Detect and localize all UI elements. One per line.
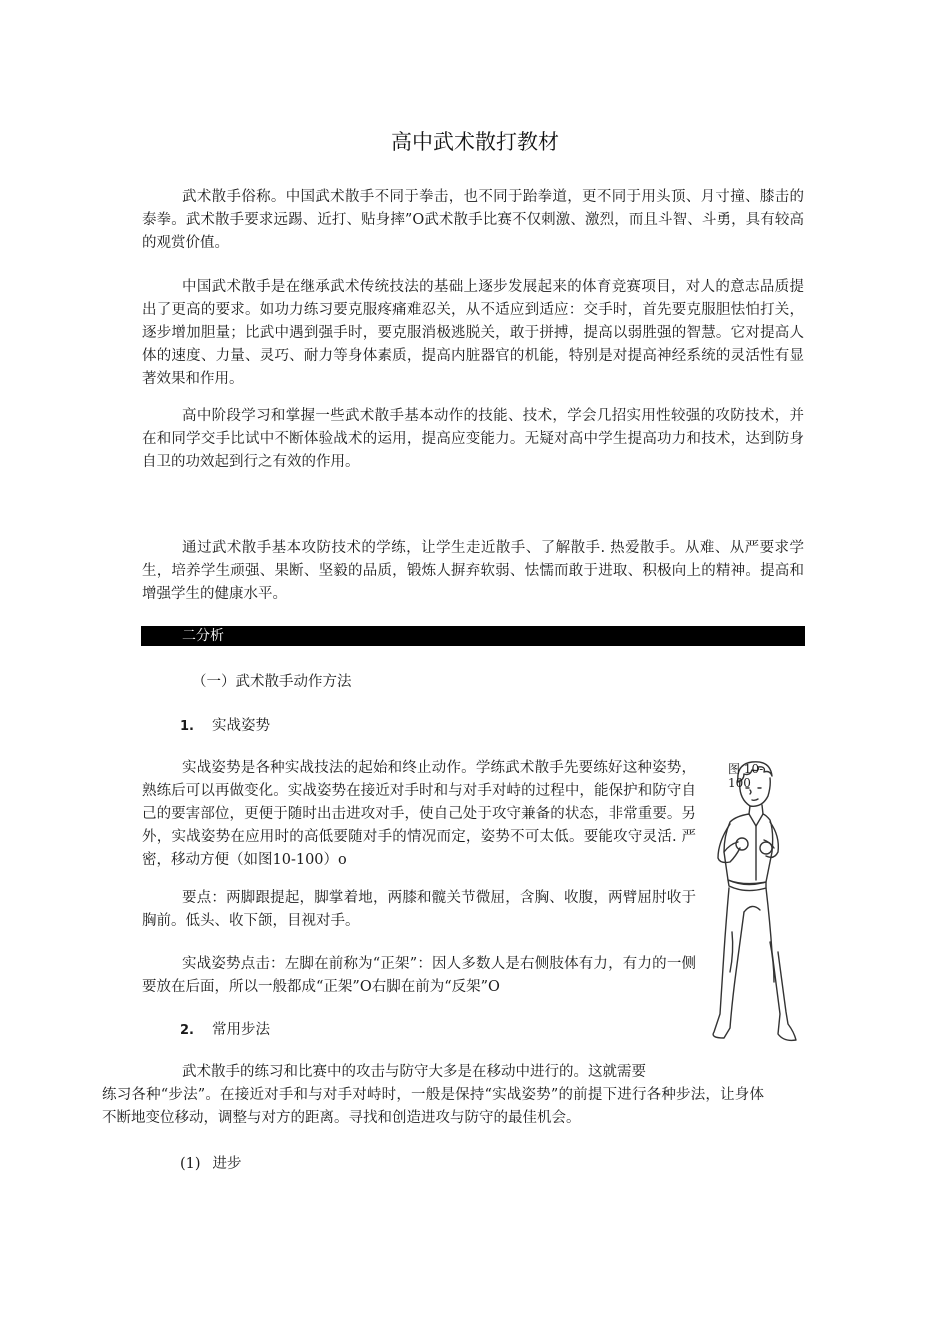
heading-stance <box>180 716 270 737</box>
section-bar <box>141 626 805 646</box>
paragraph-footwork-line1: 武术散手的练习和比赛中的攻击与防守大多是在移动中进行的。这就需要 <box>182 1064 646 1080</box>
heading-stance-text: 实战姿势 <box>211 718 270 734</box>
paragraph-footwork <box>102 1061 804 1130</box>
fighter-stance-illustration <box>700 752 800 1057</box>
heading-footwork <box>180 1020 270 1041</box>
heading-step-forward-text: 进步 <box>212 1156 242 1172</box>
heading-footwork-number: 2. <box>180 1023 194 1038</box>
paragraph-goals: 高中阶段学习和掌握一些武术散手基本动作的技能、技术，学会几招实用性较强的攻防技术，并在和同学交手比试中不断体验战术的运用，提高应变能力。无疑对高中学生提高功力和技术，达到防身自卫的功效起到行之有效的作用。 <box>142 408 804 470</box>
paragraph-significance: 中国武术散手是在继承武术传统技法的基础上逐步发展起来的体育竞赛项目，对人的意志品质提出了更高的要求。如功力练习要克服疼痛难忍关，从不适应到适应：交手时，首先要克服胆怯怕打关，逐步增加胆量；比武中遇到强手时，要克服消极逃脱关，敢于拼搏，提高以弱胜强的智慧。它对提高人体的速度、力量、灵巧、耐力等身体素质，提高内脏器官的机能，特别是对提高神经系统的灵活性有显著效果和作用。 <box>142 279 804 387</box>
paragraph-stance: 实战姿势是各种实战技法的起始和终止动作。学练武术散手先要练好这种姿势，熟练后可以再做变化。实战姿势在接近对手时和与对手对峙的过程中，能保护和防守自己的要害部位，更便于随时出击进攻对手，使自己处于攻守兼备的状态，非常重要。另外，实战姿势在应用时的高低要随对手的情况而定，姿势不可太低。要能攻守灵活. 严密，移动方便（如图10-100）o <box>142 760 696 868</box>
subsection-heading: （一）武术散手动作方法 <box>192 674 352 690</box>
heading-step-forward <box>180 1154 242 1174</box>
paragraph-training: 通过武术散手基本攻防技术的学练，让学生走近散手、了解散手. 热爱散手。从难、从严要求学生，培养学生顽强、果断、坚毅的品质，锻炼人摒弃软弱、怯懦而敢于进取、积极向上的精神。提高和增强学生的健康水平。 <box>142 540 804 602</box>
heading-step-forward-number: (1) <box>180 1156 201 1172</box>
heading-stance-number: 1. <box>180 719 194 734</box>
document-title: 高中武术散打教材 <box>391 130 559 154</box>
paragraph-key-points: 要点：两脚跟提起，脚掌着地，两膝和髋关节微屈，含胸、收腹，两臂屈肘收于胸前。低头、收下颌，目视对手。 <box>142 890 696 929</box>
figure-label: 图 10-100 <box>728 762 764 790</box>
section-bar-label: 二分析 <box>182 628 224 644</box>
paragraph-footwork-rest: 练习各种“步法”。在接近对手和与对手对峙时，一般是保持“实战姿势”的前提下进行各种步法，让身体不断地变位移动，调整与对方的距离。寻找和创造进攻与防守的最佳机会。 <box>102 1087 764 1126</box>
heading-footwork-text: 常用步法 <box>211 1022 270 1038</box>
paragraph-stance-note: 实战姿势点击：左脚在前称为“正架”：因人多数人是右侧肢体有力，有力的一侧要放在后面，所以一般都成“正架”O右脚在前为“反架”O <box>142 956 696 995</box>
paragraph-intro: 武术散手俗称。中国武术散手不同于拳击，也不同于跆拳道，更不同于用头顶、月寸撞、膝击的泰拳。武术散手要求远踢、近打、贴身摔”O武术散手比赛不仅刺激、激烈，而且斗智、斗勇，具有较高的观赏价值。 <box>142 189 804 251</box>
